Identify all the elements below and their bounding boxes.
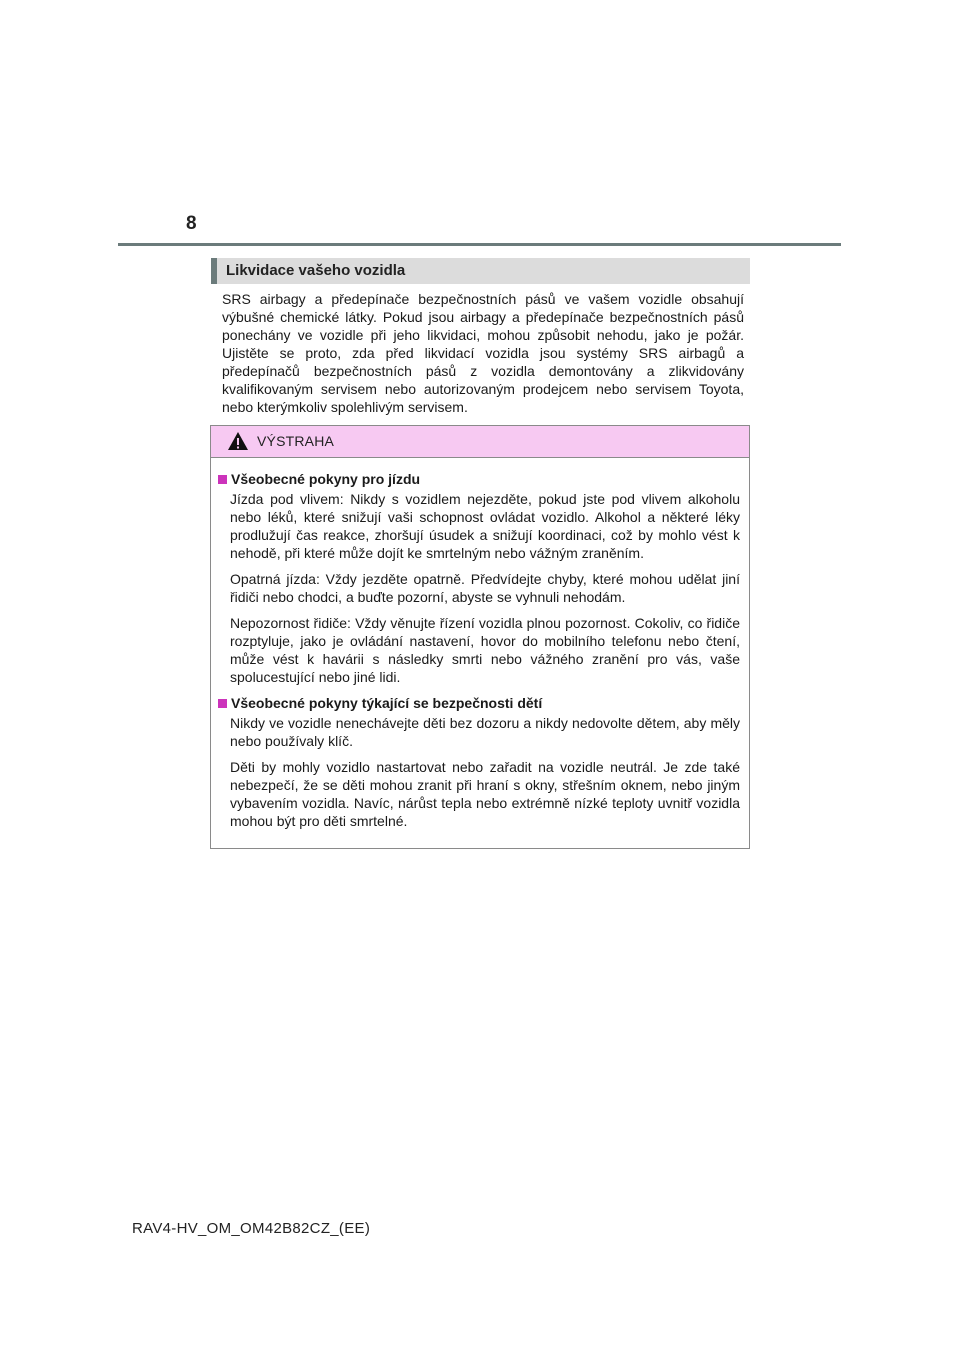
warning-triangle-icon [227, 431, 249, 451]
warning-header [211, 426, 749, 458]
header-rule [118, 243, 841, 246]
item-heading [218, 470, 740, 488]
item-paragraph: Jízda pod vlivem: Nikdy s vozidlem nejezděte, pokud jste pod vlivem alkoholu nebo léků, které snižují vaši schopnost ovládat vozidlo. Alkohol a některé léky prodlužují čas reakce, zhoršují úsudek a snižují koordinaci, což by mohlo vést k nehodě, při které může dojít ke smrtelným nebo vážným zraněním. [230, 491, 740, 561]
warning-box [210, 425, 750, 849]
item-paragraph: Nikdy ve vozidle nenechávejte děti bez dozoru a nikdy nedovolte dětem, aby měly nebo používaly klíč. [230, 715, 740, 749]
section-heading: Likvidace vašeho vozidla [211, 258, 750, 284]
page-number: 8 [186, 213, 197, 234]
item-heading-text: Všeobecné pokyny pro jízdu [231, 471, 421, 487]
warning-body [211, 458, 749, 830]
item-paragraph: Děti by mohly vozidlo nastartovat nebo zařadit na vozidle neutrál. Je zde také nebezpečí, že se děti mohou zranit při hraní s okny, střešním oknem, nebo jiným vybavením vozidla. Navíc, nárůst tepla nebo extrémně nízké teploty uvnitř vozidla mohou být pro děti smrtelné. [230, 759, 740, 829]
item-heading-text: Všeobecné pokyny týkající se bezpečnosti dětí [231, 695, 543, 711]
intro-paragraph: SRS airbagy a předepínače bezpečnostních pásů ve vašem vozidle obsahují výbušné chemické látky. Pokud jsou airbagy a předepínače bezpečnostních pásů ponechány ve vozidle při jeho likvidaci, mohou způsobit nehodu, jako je požár. Ujistěte se proto, zda před likvidací vozidla jsou systémy SRS airbagů a předepínačů bezpečnostních pásů z vozidla demontovány a zlikvidovány kvalifikovaným servisem nebo autorizovaným prodejcem nebo servisem Toyota, nebo kterýmkoliv spolehlivým servisem. [222, 291, 744, 415]
warning-title: VÝSTRAHA [257, 433, 335, 449]
item-heading [218, 694, 740, 712]
item-paragraph: Nepozornost řidiče: Vždy věnujte řízení vozidla plnou pozornost. Cokoliv, co řidiče rozptyluje, jako je ovládání nastavení, hovor do mobilního telefonu nebo čtení, může vést k havárii s následky smrti nebo vážného zranění pro vás, vaše spolucestující nebo jiné lidi. [230, 615, 740, 685]
bullet-square-icon [218, 475, 227, 484]
bullet-square-icon [218, 699, 227, 708]
warning-item [218, 470, 740, 686]
item-paragraph: Opatrná jízda: Vždy jezděte opatrně. Předvídejte chyby, které mohou udělat jiní řidiči nebo chodci, a buďte pozorní, abyste se vyhnuli nehodám. [230, 571, 740, 605]
warning-item [218, 694, 740, 830]
document-code: RAV4-HV_OM_OM42B82CZ_(EE) [132, 1220, 371, 1237]
